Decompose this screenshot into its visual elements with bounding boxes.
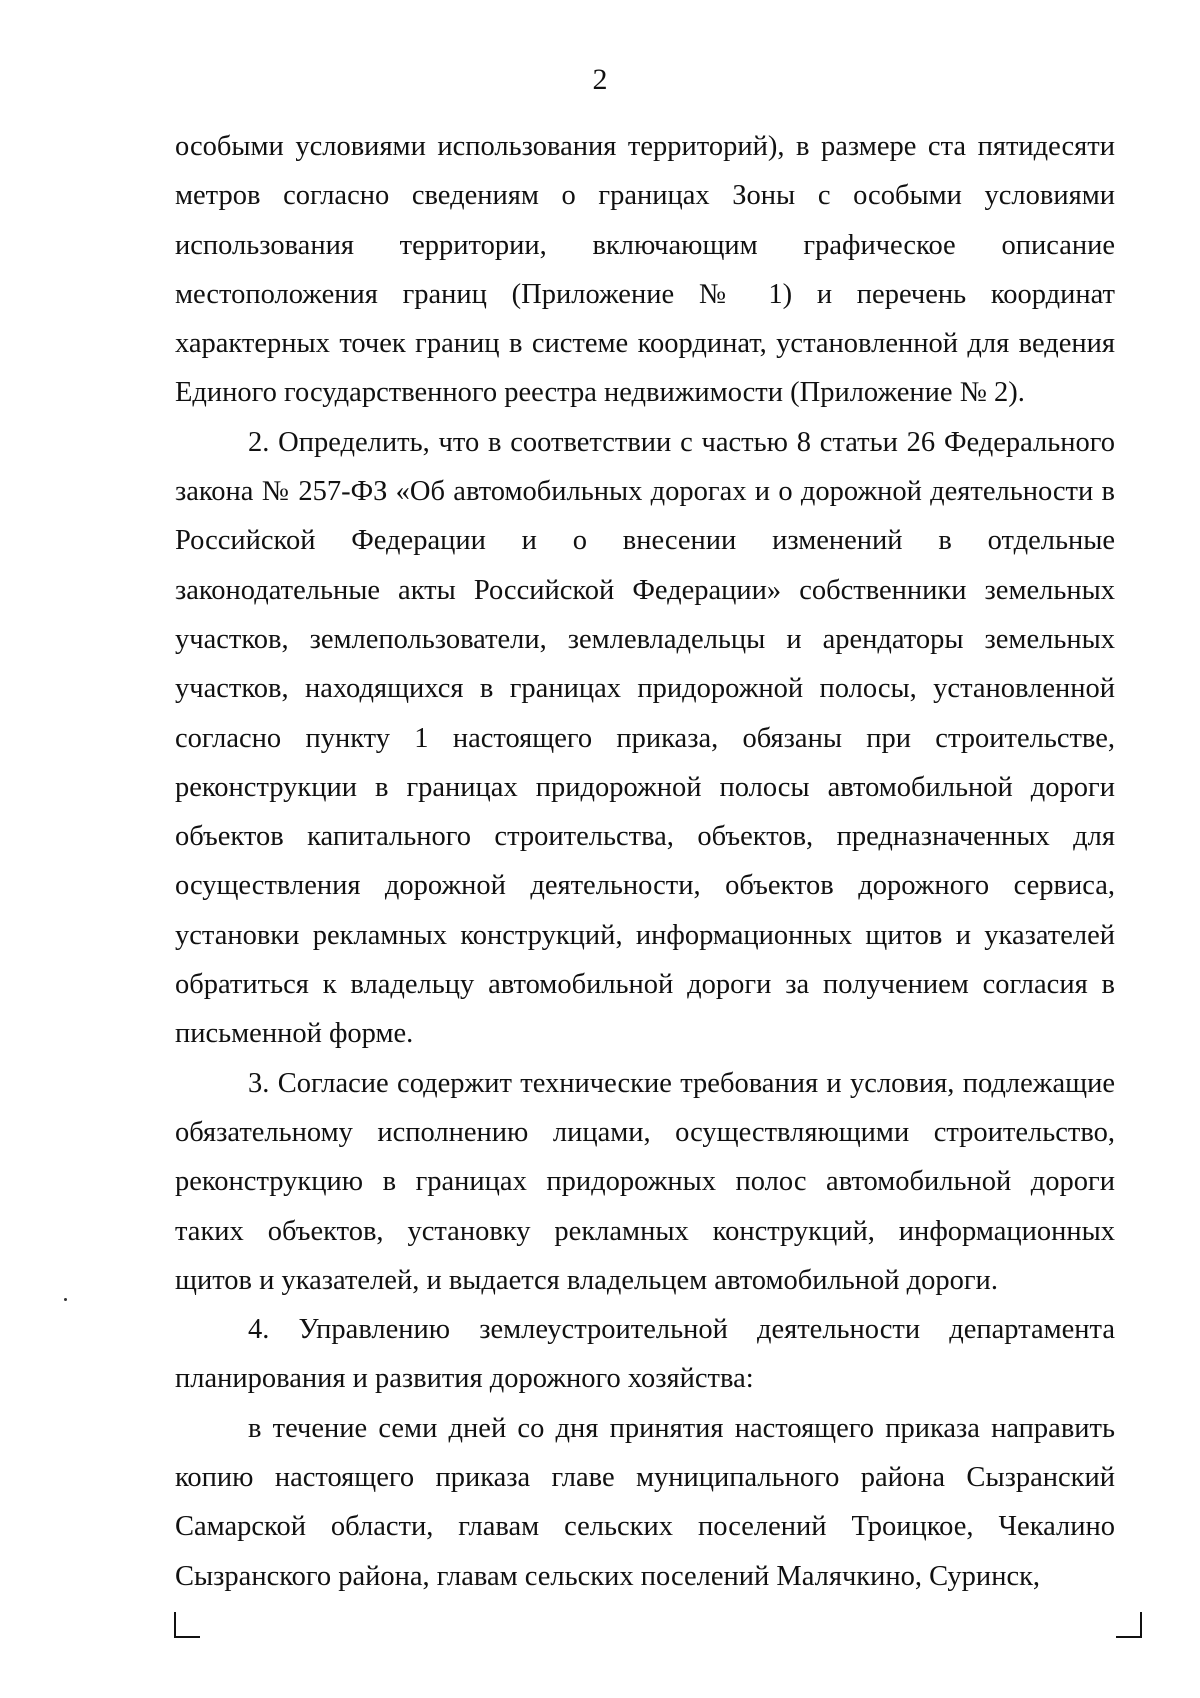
paragraph-item-4-subpoint: в течение семи дней со дня принятия настоящего приказа направить копию настоящего приказа главе муниципального района Сызранский Самарской области, главам сельских поселений Троицкое, Чекалино Сызранского района, главам сельских поселений Малячкино, Суринск, bbox=[175, 1412, 1115, 1592]
paragraph-item-4: 4. Управлению землеустроительной деятельности департамента планирования и развития дорожного хозяйства: bbox=[175, 1314, 1115, 1395]
page-number: 2 bbox=[592, 63, 608, 96]
document-body bbox=[175, 122, 1115, 1601]
paragraph-continuation: особыми условиями использования территорий), в размере ста пятидесяти метров согласно сведениям о границах Зоны с особыми условиями использования территории, включающим графическое описание местоположения границ (Приложение № 1) и перечень координат характерных точек границ в системе координат, установленной для ведения Единого государственного реестра недвижимости (Приложение № 2). bbox=[175, 131, 1115, 409]
scan-speck bbox=[64, 1298, 67, 1301]
corner-crop-mark-left bbox=[174, 1612, 200, 1638]
paragraph-item-3: 3. Согласие содержит технические требования и условия, подлежащие обязательному исполнению лицами, осуществляющими строительство, реконструкцию в границах придорожных полос автомобильной дороги таких объектов, установку рекламных конструкций, информационных щитов и указателей, и выдается владельцем автомобильной дороги. bbox=[175, 1067, 1115, 1296]
corner-crop-mark-right bbox=[1116, 1612, 1142, 1638]
paragraph-item-2: 2. Определить, что в соответствии с частью 8 статьи 26 Федерального закона № 257-ФЗ «Об автомобильных дорогах и о дорожной деятельности в Российской Федерации и о внесении изменений в отдельные законодательные акты Российской Федерации» собственники земельных участков, землепользователи, землевладельцы и арендаторы земельных участков, находящихся в границах придорожной полосы, установленной согласно пункту 1 настоящего приказа, обязаны при строительстве, реконструкции в границах придорожной полосы автомобильной дороги объектов капитального строительства, объектов, предназначенных для осуществления дорожной деятельности, объектов дорожного сервиса, установки рекламных конструкций, информационных щитов и указателей обратиться к владельцу автомобильной дороги за получением согласия в письменной форме. bbox=[175, 426, 1115, 1050]
